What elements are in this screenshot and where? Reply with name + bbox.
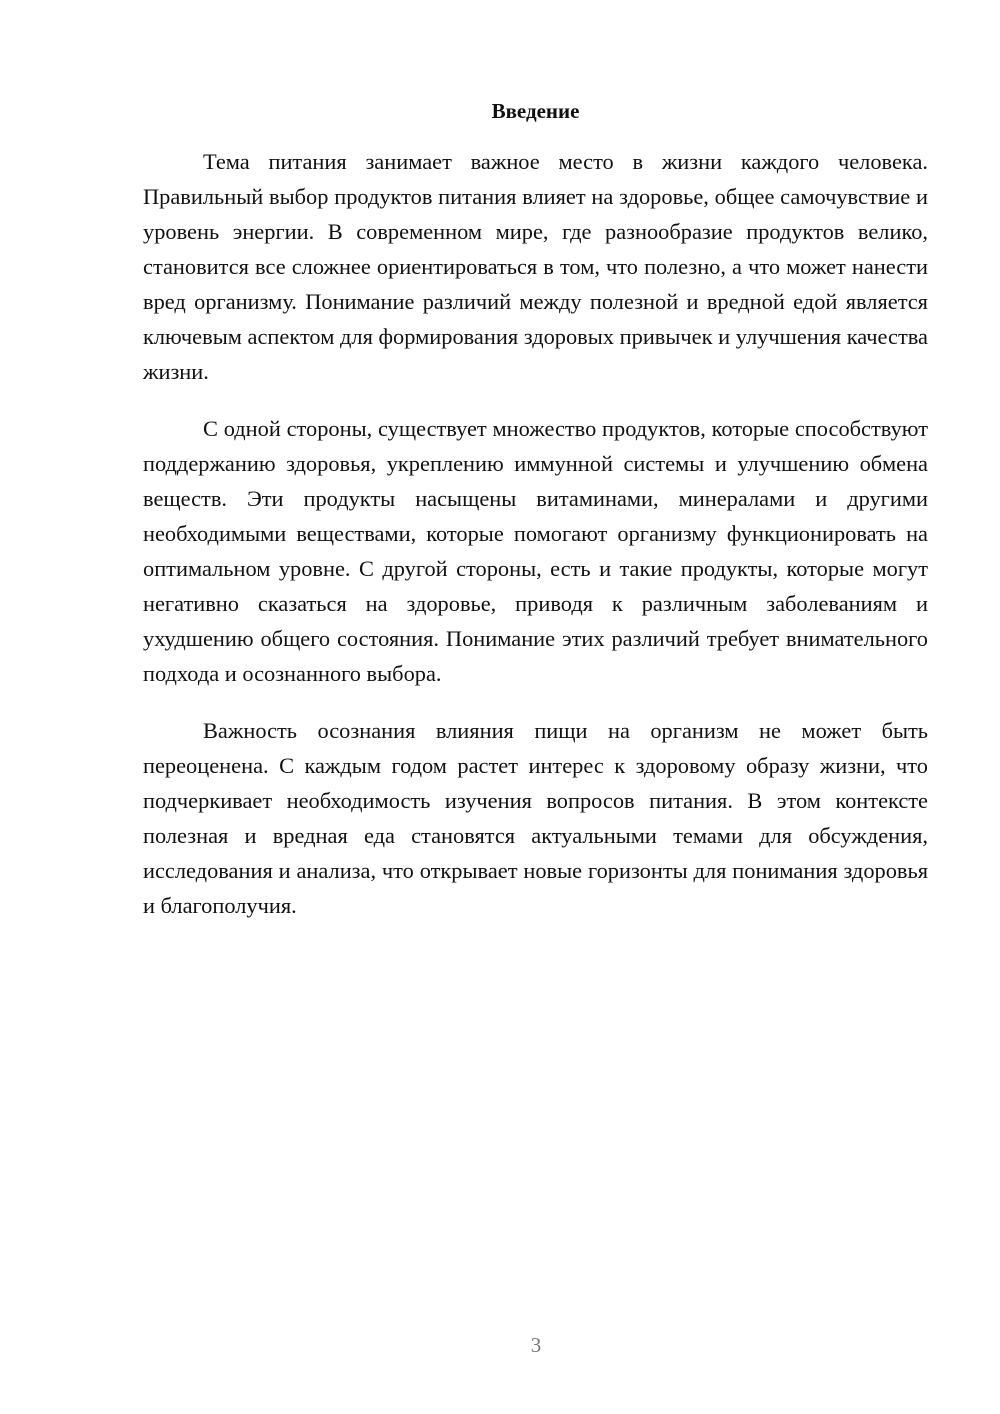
section-title: Введение xyxy=(491,99,580,123)
paragraph-3: Важность осознания влияния пищи на организм не может быть переоценена. С каждым годом растет интерес к здоровому образу жизни, что подчеркивает необходимость изучения вопросов питания. В этом контексте полезная и вредная еда становятся актуальными темами для обсуждения, исследования и анализа, что открывает новые горизонты для понимания здоровья и благополучия. xyxy=(143,718,928,918)
page-number: 3 xyxy=(530,1333,542,1357)
paragraph-1: Тема питания занимает важное место в жизни каждого человека. Правильный выбор продуктов питания влияет на здоровье, общее самочувствие и уровень энергии. В современном мире, где разнообразие продуктов велико, становится все сложнее ориентироваться в том, что полезно, а что может нанести вред организму. Понимание различий между полезной и вредной едой является ключевым аспектом для формирования здоровых привычек и улучшения качества жизни. xyxy=(143,149,928,384)
paragraph-2: С одной стороны, существует множество продуктов, которые способствуют поддержанию здоровья, укреплению иммунной системы и улучшению обмена веществ. Эти продукты насыщены витаминами, минералами и другими необходимыми веществами, которые помогают организму функционировать на оптимальном уровне. С другой стороны, есть и такие продукты, которые могут негативно сказаться на здоровье, приводя к различным заболеваниям и ухудшению общего состояния. Понимание этих различий требует внимательного подхода и осознанного выбора. xyxy=(143,416,928,686)
page-content xyxy=(143,96,928,945)
